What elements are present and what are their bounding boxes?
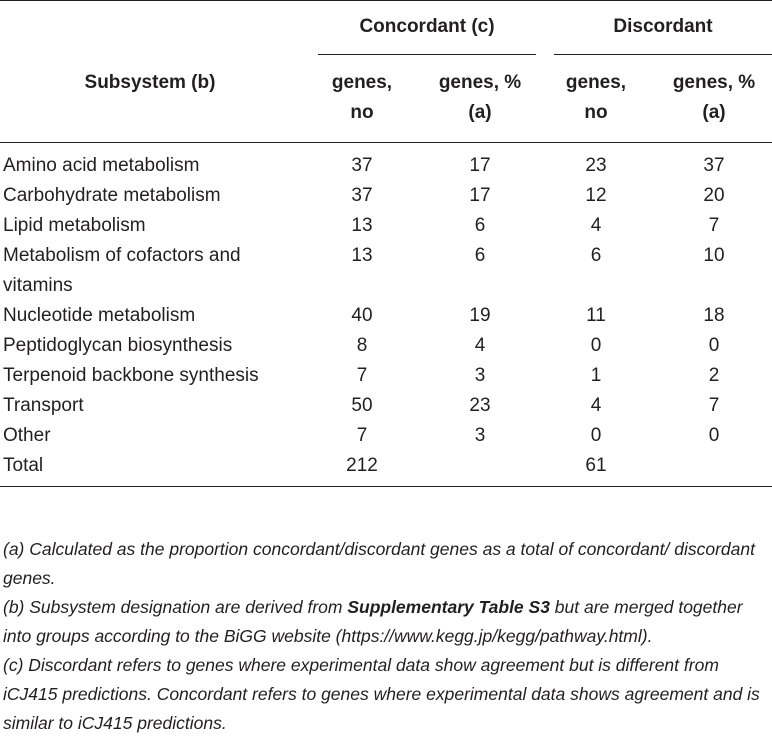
subsystem-cell: Nucleotide metabolism — [3, 305, 196, 326]
table-row — [0, 391, 772, 421]
disc-genes-pct-cell: 7 — [708, 215, 720, 236]
table-row-total — [0, 451, 772, 481]
footnote-b: (b) Subsystem designation are derived from Supplementary Table S3 but are merged together into groups according to the BiGG website (https://www.kegg.jp/kegg/pathway.html). — [3, 597, 743, 646]
top-rule — [0, 0, 772, 1]
disc-genes-pct-cell: 2 — [708, 365, 720, 386]
disc-genes-pct-cell: 0 — [708, 335, 720, 356]
disc-genes-no-cell: 12 — [585, 185, 607, 206]
supplementary-table-reference: Supplementary Table S3 — [347, 597, 550, 617]
conc-genes-no-cell: 37 — [351, 185, 373, 206]
header-subsystem: Subsystem (b) — [84, 72, 216, 93]
header-disc-genes-no: genes, no — [565, 72, 627, 123]
table-row — [0, 181, 772, 211]
discordant-group-rule — [554, 54, 772, 55]
subsystem-cell: Metabolism of cofactors and vitamins — [3, 245, 241, 296]
header-concordant-group: Concordant (c) — [359, 16, 495, 37]
footnote-a: (a) Calculated as the proportion concordant/discordant genes as a total of concordant/ discordant genes. — [3, 539, 755, 588]
header-disc-genes-pct: genes, % (a) — [672, 72, 756, 123]
table-row — [0, 331, 772, 361]
disc-genes-no-cell: 0 — [590, 335, 602, 356]
header-bottom-rule — [0, 142, 772, 143]
conc-genes-pct-cell: 6 — [474, 245, 486, 266]
disc-genes-no-cell: 11 — [586, 305, 606, 326]
disc-genes-pct-cell: 20 — [703, 185, 725, 206]
conc-genes-no-cell: 13 — [351, 245, 373, 266]
conc-genes-no-cell: 50 — [351, 395, 373, 416]
table-row — [0, 211, 772, 241]
disc-genes-no-cell: 61 — [585, 455, 607, 476]
conc-genes-no-cell: 40 — [351, 305, 373, 326]
table-row — [0, 301, 772, 331]
conc-genes-no-cell: 7 — [356, 365, 368, 386]
disc-genes-pct-cell: 37 — [703, 155, 725, 176]
subsystem-cell: Total — [3, 455, 44, 476]
subsystem-cell: Other — [3, 425, 51, 446]
table-row — [0, 151, 772, 181]
header-conc-genes-no: genes, no — [331, 72, 393, 123]
table-footnotes — [3, 535, 771, 738]
disc-genes-no-cell: 6 — [590, 245, 602, 266]
conc-genes-pct-cell: 3 — [474, 365, 486, 386]
disc-genes-no-cell: 0 — [590, 425, 602, 446]
disc-genes-pct-cell: 7 — [708, 395, 720, 416]
conc-genes-pct-cell: 4 — [474, 335, 486, 356]
subsystem-cell: Amino acid metabolism — [3, 155, 200, 176]
subsystem-cell: Lipid metabolism — [3, 215, 146, 236]
table-row — [0, 361, 772, 391]
conc-genes-pct-cell: 19 — [469, 305, 491, 326]
disc-genes-no-cell: 1 — [590, 365, 602, 386]
conc-genes-pct-cell: 23 — [469, 395, 491, 416]
conc-genes-pct-cell: 3 — [474, 425, 486, 446]
subsystem-cell: Peptidoglycan biosynthesis — [3, 335, 233, 356]
conc-genes-pct-cell: 17 — [469, 155, 491, 176]
disc-genes-pct-cell: 0 — [708, 425, 720, 446]
disc-genes-pct-cell: 18 — [703, 305, 725, 326]
table-row — [0, 421, 772, 451]
conc-genes-pct-cell: 6 — [474, 215, 486, 236]
disc-genes-no-cell: 23 — [585, 155, 607, 176]
disc-genes-no-cell: 4 — [590, 215, 602, 236]
conc-genes-no-cell: 37 — [351, 155, 373, 176]
conc-genes-no-cell: 8 — [356, 335, 368, 356]
subsystem-cell: Terpenoid backbone synthesis — [3, 365, 259, 386]
disc-genes-no-cell: 4 — [590, 395, 602, 416]
conc-genes-no-cell: 7 — [356, 425, 368, 446]
header-discordant-group: Discordant — [613, 16, 713, 37]
subsystem-cell: Carbohydrate metabolism — [3, 185, 221, 206]
subsystem-cell: Transport — [3, 395, 84, 416]
conc-genes-no-cell: 13 — [351, 215, 373, 236]
conc-genes-no-cell: 212 — [346, 455, 378, 476]
footnote-c: (c) Discordant refers to genes where experimental data show agreement but is different from iCJ415 predictions. Concordant refers to genes where experimental data shows agreement and is similar to iCJ415 predictions. — [3, 655, 760, 733]
table-row — [0, 241, 772, 301]
conc-genes-pct-cell: 17 — [469, 185, 491, 206]
disc-genes-pct-cell: 10 — [703, 245, 725, 266]
concordant-group-rule — [318, 54, 536, 55]
table-bottom-rule — [0, 486, 772, 487]
header-conc-genes-pct: genes, % (a) — [438, 72, 522, 123]
